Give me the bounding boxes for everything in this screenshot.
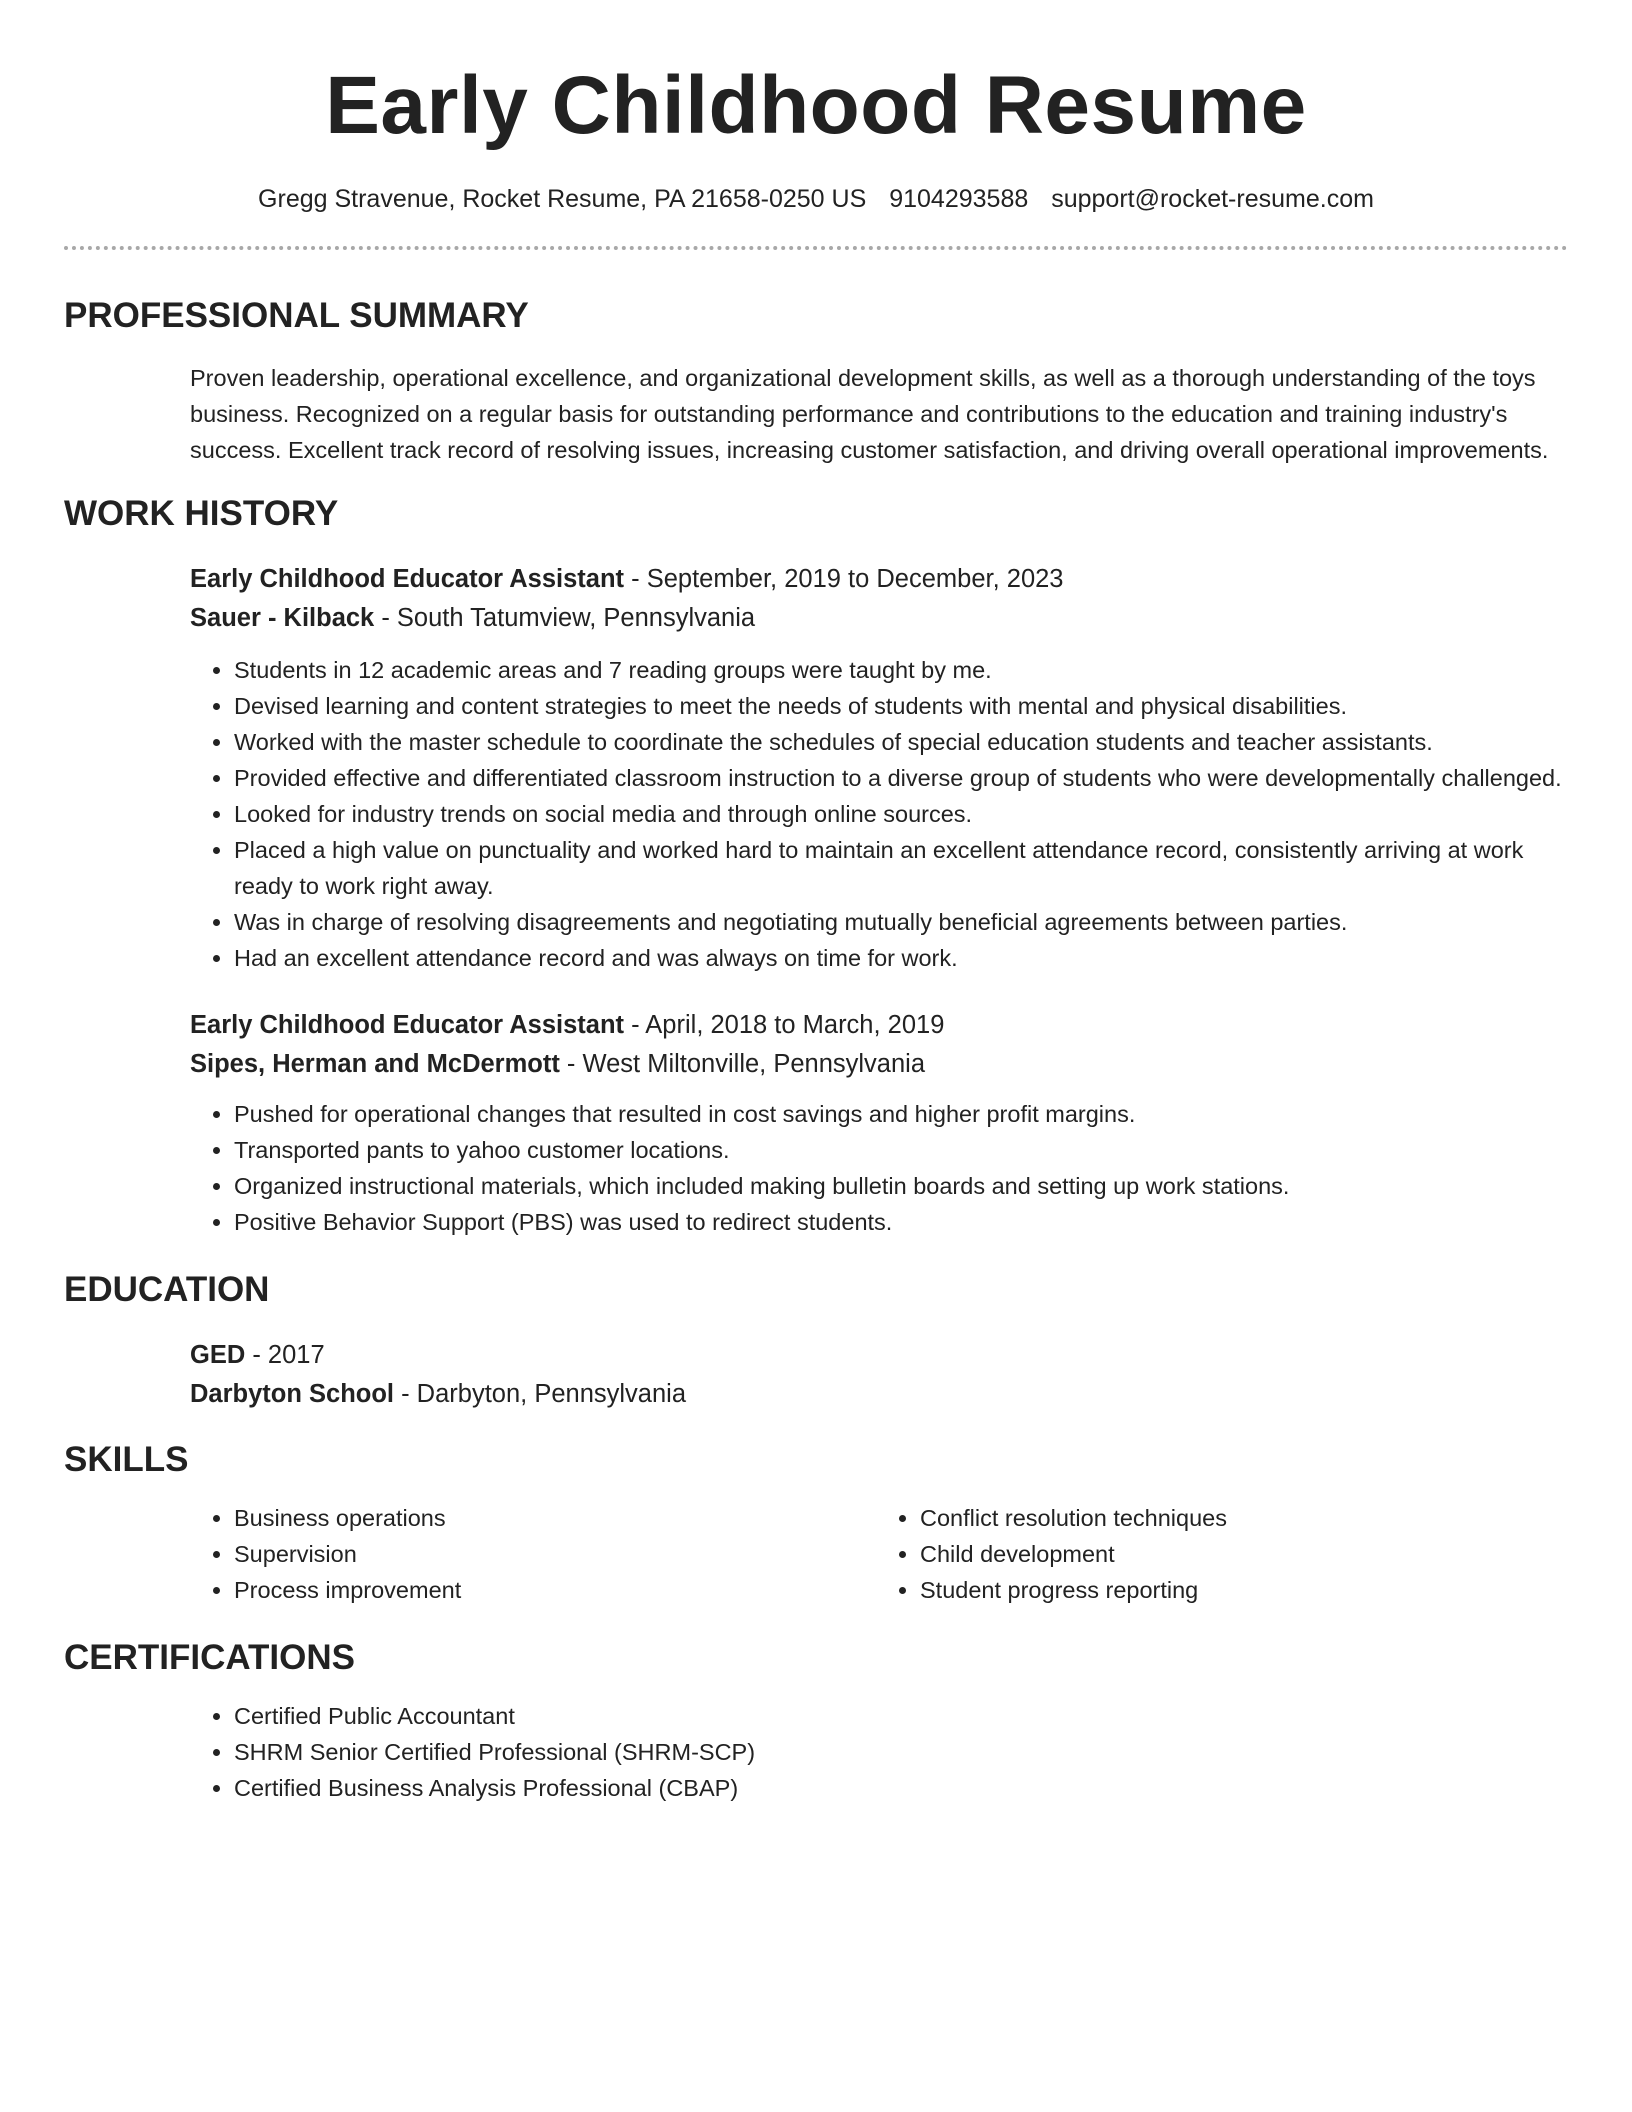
certifications-list (190, 1698, 1562, 1806)
skills-right-column (876, 1500, 1562, 1608)
job-title: Early Childhood Educator Assistant (190, 1011, 625, 1039)
list-item: • Looked for industry trends on social media and through online sources. (234, 796, 1562, 832)
certifications-section (64, 1636, 1568, 1806)
list-item: • Child development (920, 1536, 1562, 1572)
skills-heading: SKILLS (64, 1440, 189, 1479)
list-item: • Pushed for operational changes that resulted in cost savings and higher profit margins. (234, 1096, 1562, 1132)
job-title-line (190, 560, 1562, 599)
job-dates: - September, 2019 to December, 2023 (624, 565, 1064, 593)
contact-line (64, 182, 1568, 216)
job-bullets (190, 652, 1562, 976)
skills-left-column (190, 1500, 876, 1608)
list-item: • Certified Public Accountant (234, 1698, 1562, 1734)
job-location: - West Miltonville, Pennsylvania (559, 1050, 926, 1078)
education-school: Darbyton School (190, 1380, 395, 1408)
list-item: • Positive Behavior Support (PBS) was used to redirect students. (234, 1204, 1562, 1240)
list-item: • Student progress reporting (920, 1572, 1562, 1608)
job-company: Sipes, Herman and McDermott (190, 1050, 560, 1078)
list-item: • SHRM Senior Certified Professional (SHRM-SCP) (234, 1734, 1562, 1770)
education-heading: EDUCATION (64, 1270, 270, 1309)
certifications-list-wrap (190, 1698, 1562, 1806)
list-item: • Organized instructional materials, which included making bulletin boards and setting up work stations. (234, 1168, 1562, 1204)
job-entry (190, 1006, 1562, 1240)
job-entry (190, 560, 1562, 976)
job-location: - South Tatumview, Pennsylvania (374, 604, 756, 632)
list-item: • Students in 12 academic areas and 7 reading groups were taught by me. (234, 652, 1562, 688)
work-history-heading: WORK HISTORY (64, 494, 339, 533)
job-bullets (190, 1096, 1562, 1240)
certifications-heading: CERTIFICATIONS (64, 1638, 356, 1677)
education-location: - Darbyton, Pennsylvania (394, 1380, 686, 1408)
job-company-line (190, 599, 1562, 638)
skills-section (64, 1438, 1568, 1608)
contact-phone: 9104293588 (889, 185, 1029, 213)
list-item: • Certified Business Analysis Professional (CBAP) (234, 1770, 1562, 1806)
summary-heading: PROFESSIONAL SUMMARY (64, 296, 529, 335)
contact-address: Gregg Stravenue, Rocket Resume, PA 21658-0250 US (258, 185, 867, 213)
list-item: • Was in charge of resolving disagreements and negotiating mutually beneficial agreements between parties. (234, 904, 1562, 940)
job-title: Early Childhood Educator Assistant (190, 565, 625, 593)
list-item: • Had an excellent attendance record and was always on time for work. (234, 940, 1562, 976)
work-history-section (64, 492, 1568, 1240)
education-entry (190, 1336, 1562, 1414)
list-item: • Conflict resolution techniques (920, 1500, 1562, 1536)
list-item: • Process improvement (234, 1572, 876, 1608)
job-dates: - April, 2018 to March, 2019 (624, 1011, 945, 1039)
job-company-line (190, 1045, 1562, 1084)
education-section (64, 1268, 1568, 1414)
list-item: • Supervision (234, 1536, 876, 1572)
education-school-line (190, 1375, 1562, 1414)
job-company: Sauer - Kilback (190, 604, 375, 632)
list-item: • Transported pants to yahoo customer locations. (234, 1132, 1562, 1168)
education-degree: GED (190, 1341, 246, 1369)
list-item: • Worked with the master schedule to coordinate the schedules of special education students and teacher assistants. (234, 724, 1562, 760)
education-degree-line (190, 1336, 1562, 1375)
skills-grid (190, 1500, 1562, 1608)
contact-email: support@rocket-resume.com (1051, 185, 1374, 213)
list-item: • Business operations (234, 1500, 876, 1536)
summary-text: Proven leadership, operational excellence, and organizational development skills, as well as a thorough understanding of the toys business. Recognized on a regular basis for outstanding performance and contributions to the education and training industry's success. Excellent track record of resolving issues, increasing customer satisfaction, and driving overall operational improvements. (190, 365, 1549, 463)
list-item: • Placed a high value on punctuality and worked hard to maintain an excellent attendance record, consistently arriving at work ready to work right away. (234, 832, 1562, 904)
header-divider (64, 246, 1568, 250)
resume-title: Early Childhood Resume (325, 60, 1307, 151)
education-year: - 2017 (245, 1341, 325, 1369)
list-item: • Provided effective and differentiated classroom instruction to a diverse group of students who were developmentally challenged. (234, 760, 1562, 796)
job-title-line (190, 1006, 1562, 1045)
summary-section (64, 294, 1568, 468)
list-item: • Devised learning and content strategies to meet the needs of students with mental and physical disabilities. (234, 688, 1562, 724)
